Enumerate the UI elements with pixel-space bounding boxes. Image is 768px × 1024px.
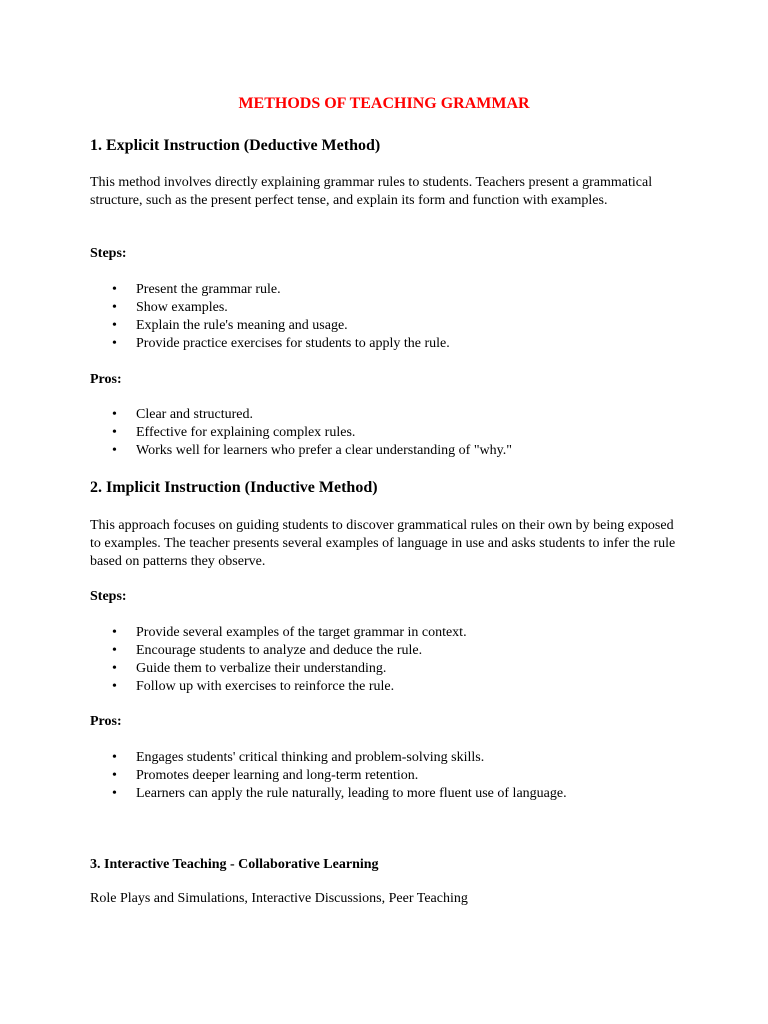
- bullet-icon: •: [112, 679, 117, 694]
- list-item: • Effective for explaining complex rules.: [112, 425, 356, 440]
- section-2-intro: This approach focuses on guiding students to discover grammatical rules on their own by being exposed to examples. The teacher presents several examples of language in use and asks students to infer the rule based on patterns they observe.: [90, 518, 676, 569]
- list-item: • Promotes deeper learning and long-term retention.: [112, 768, 419, 783]
- list-item: • Show examples.: [112, 300, 228, 315]
- bullet-icon: •: [112, 768, 117, 783]
- list-item: • Guide them to verbalize their understanding.: [112, 661, 387, 676]
- section-1-steps-list: [90, 281, 450, 353]
- section-1-pros-label: Pros:: [90, 372, 122, 387]
- bullet-icon: •: [112, 425, 117, 440]
- list-item: • Provide practice exercises for students to apply the rule.: [112, 336, 450, 351]
- bullet-icon: •: [112, 318, 117, 333]
- bullet-icon: •: [112, 443, 117, 458]
- bullet-icon: •: [112, 643, 117, 658]
- list-item: • Engages students' critical thinking and problem-solving skills.: [112, 750, 485, 765]
- section-2-heading: 2. Implicit Instruction (Inductive Method): [90, 479, 378, 496]
- section-2-steps-label: Steps:: [90, 589, 127, 604]
- bullet-icon: •: [112, 786, 117, 801]
- bullet-icon: •: [112, 336, 117, 351]
- bullet-icon: •: [112, 625, 117, 640]
- list-item: • Works well for learners who prefer a clear understanding of "why.": [112, 443, 512, 458]
- list-item: • Clear and structured.: [112, 407, 254, 422]
- list-item: • Follow up with exercises to reinforce the rule.: [112, 679, 395, 694]
- section-2-pros-list: [90, 749, 567, 803]
- list-item: • Provide several examples of the target grammar in context.: [112, 625, 467, 640]
- bullet-icon: •: [112, 661, 117, 676]
- section-2-steps-list: [90, 624, 467, 696]
- bullet-icon: •: [112, 300, 117, 315]
- list-item: • Encourage students to analyze and deduce the rule.: [112, 643, 423, 658]
- section-1-pros-list: [90, 406, 512, 460]
- section-1-heading: 1. Explicit Instruction (Deductive Method): [90, 137, 381, 154]
- list-item: • Explain the rule's meaning and usage.: [112, 318, 348, 333]
- section-1-steps-label: Steps:: [90, 246, 127, 261]
- list-item: • Learners can apply the rule naturally, leading to more fluent use of language.: [112, 786, 567, 801]
- list-item: • Present the grammar rule.: [112, 282, 281, 297]
- bullet-icon: •: [112, 407, 117, 422]
- section-3-text: Role Plays and Simulations, Interactive Discussions, Peer Teaching: [90, 891, 468, 906]
- bullet-icon: •: [112, 282, 117, 297]
- section-3-heading: 3. Interactive Teaching - Collaborative Learning: [90, 857, 379, 872]
- section-1-intro: This method involves directly explaining grammar rules to students. Teachers present a grammatical structure, such as the present perfect tense, and explain its form and function with examples.: [90, 175, 653, 208]
- bullet-icon: •: [112, 750, 117, 765]
- section-2-pros-label: Pros:: [90, 714, 122, 729]
- document-title: METHODS OF TEACHING GRAMMAR: [238, 95, 530, 112]
